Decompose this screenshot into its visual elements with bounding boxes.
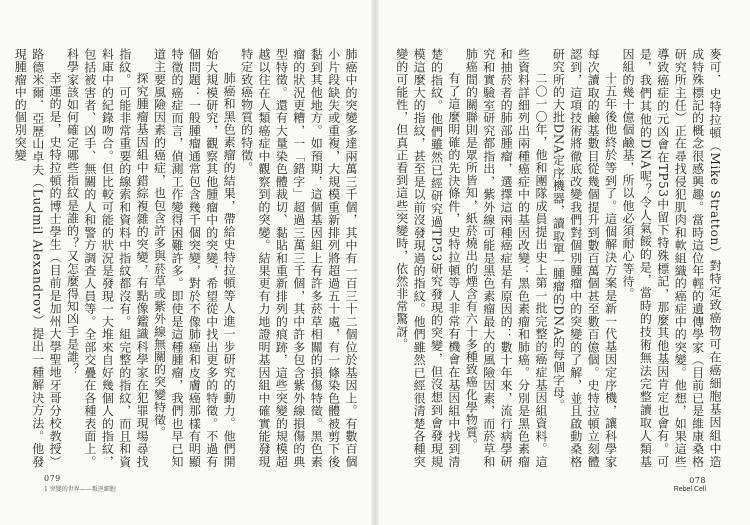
paragraph: 幸運的是，史特拉頓的博士學生（目前是加州大學聖地牙哥分校教授）路德米爾．亞歷山卓夫（Ludmil Alexandrov）提出一種解決方法。他發現腫瘤中的個別突變 — [13, 48, 63, 468]
page-number: 079 — [44, 474, 61, 483]
left-page-text — [13, 48, 359, 468]
running-head: Rebel Cell — [673, 486, 706, 493]
page-number: 078 — [689, 476, 706, 485]
paragraph: 肺癌中的突變多達兩萬三千個，其中有一百三十二個位於基因上。有數百個小片段缺失或重複，大規模重新排列將超過五十處，有一條染色體被剪下後黏到其他地方。如預期，這個基因組上有許多菸草相關的損傷特徵。黑色素瘤的狀況更糟，一「錯字」超過三萬三千個，其中許多包含紫外線損傷的典型特徵。還有大量染色體裁切、黏貼和重新排列的痕跡，這些突變的規模超越以往在人類癌症中觀察到的突變。結果更有力地證明基因組中確實能發現特定致癌物質的特徵。 — [239, 48, 358, 468]
paragraph: 二〇一〇年，他和團隊成員提出史上第一批完整的癌症基因組資料。這些資料詳細列出兩種癌症中的基因改變：黑色素瘤和肺癌。分別是黑色素瘤和抽菸者的肺部腫瘤，選擇這兩種癌症是有原因的：數十年來，流行病學研究和實驗室研究都指出，紫外線可能是黑色素瘤最大的風險因素，而菸草和肺癌間的關聯則是眾所皆知，紙菸燒出的煙含有六十多種致癌化學物質。 — [464, 48, 548, 468]
right-page-text — [394, 48, 723, 468]
running-head: 1 突變的世界——叛逆細胞 — [44, 486, 116, 493]
paragraph: 有了這麼明確的先決條件，史特拉頓等人非常有機會在基因組中找到清楚的指紋。他們雖然已經研究過TP53研究發現的突變，但沒想到會發現規模這麼大的指紋，甚至是以前沒發現過的指紋。他們雖然已經很清楚各種突變的可能性，但真正看到這些突變時，依然非常驚訝。 — [394, 48, 461, 468]
left-folio — [44, 474, 116, 493]
paragraph: 麥可．史特拉頓（Mike Stratton）對特定致癌物可在癌細胞基因組中造成特殊標記的概念很感興趣。當時這位年輕的遺傳學家（目前已是維康桑格研究所主任）正在尋找侵犯肌肉和軟組織的癌症中的突變。他想，如果這些導致癌症的元凶會在TP53中留下特殊標記，那麼其他基因肯定也會有。可是，我們其他的DNA呢？令人氣餒的是，當時的技術無法完整讀取人類基因組的幾十億個鹼基，所以他必須耐心等待。 — [620, 48, 722, 468]
right-folio — [674, 476, 706, 493]
book-gutter — [371, 0, 379, 525]
right-page — [375, 0, 750, 525]
paragraph: 肺癌和黑色素瘤的結果，帶給史特拉頓等人進一步研究的動力。他們開始大規模研究，觀察其他腫瘤中的突變，希望從中找出更多的特徵。不過有個問題：一般腫瘤通常包含幾千個突變，對於不像肺癌和皮膚癌那樣有明顯特徵的癌症而言，偵測工作變得困難許多。即使是這種腫瘤，我們也早已知道主要風險因素的癌症，也包含許多與菸草或紫外線無關的突變特徵。 — [152, 48, 237, 468]
paragraph: 十五年後他終於等到了。這個解決方案是新一代基因定序機，讓科學家每次讀取的鹼基數目從幾個提升到數百萬個甚至數百億個。史特拉頓立刻體認到，這項技術將徹底改變我們對個別腫瘤中的突變的了解，並且啟動桑格研究所的大批DNA定序機器，讀取單一腫瘤的DNA的每個字母。 — [551, 48, 618, 468]
paragraph: 探究腫瘤基因組中錯綜複雜的突變，有點像鑑識科學家在犯罪現場尋找指紋。可能非常重要的線索和資料中指紋都沒有。組完整的指紋，而且和資料庫中的紀錄吻合。但比較可能的狀況是發現一大堆來自好幾個人的指紋，包括被害者、凶手、無關的人和警方調查人員等。全部交疊在各種表面上。科學家該如何確定哪些指紋是誰的？又怎麼得知凶手是誰？ — [65, 48, 150, 468]
